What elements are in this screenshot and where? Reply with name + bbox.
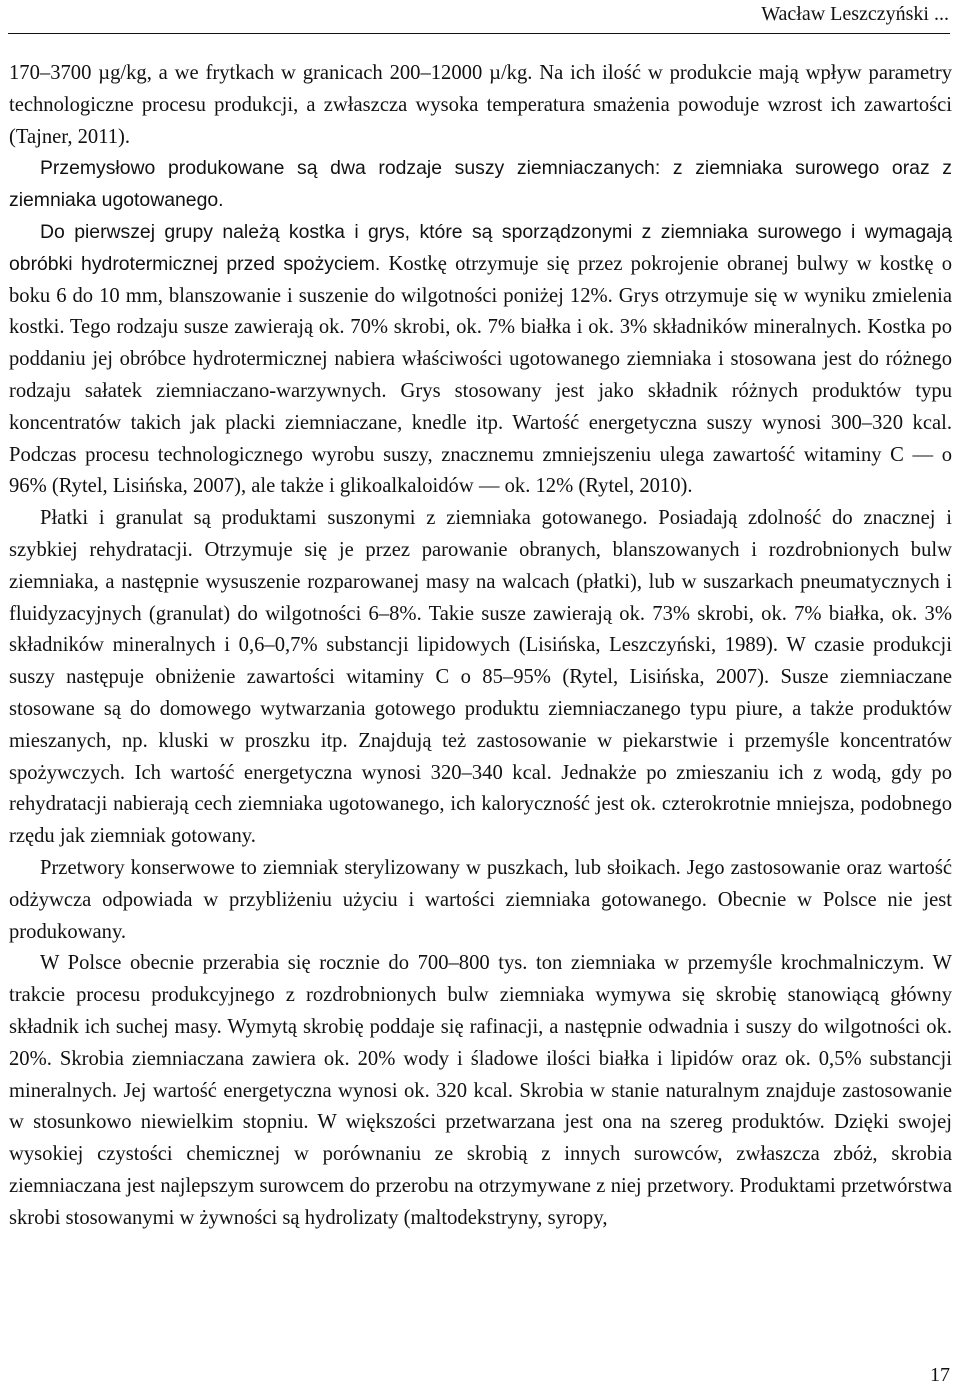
running-header: Wacław Leszczyński ... — [761, 3, 949, 25]
paragraph-2: Przemysłowo produkowane są dwa rodzaje suszy ziemniaczanych: z ziemniaka surowego oraz z ziemniaka ugotowanego. — [9, 157, 952, 212]
header-rule — [8, 33, 950, 34]
paragraph-3-rest: Kostkę otrzymuje się przez pokrojenie obranej bulwy w kostkę o boku 6 do 10 mm, blanszowanie i suszenie do wilgotności poniżej 12%. Grys otrzymuje się w wyniku zmielenia kostki. Tego rodzaju susze zawierają ok. 70% skrobi, ok. 7% białka i ok. 3% składników mineralnych. Kostka po poddaniu jej obróbce hydrotermicznej nabiera właściwości ugotowanego ziemniaka i stosowana jest do różnego rodzaju sałatek ziemniaczano-warzywnych. Grys stosowany jest jako składnik różnych produktów typu koncentratów takich jak placki ziemniaczane, knedle itp. Wartość energetyczna suszy wynosi 300–320 kcal. Podczas procesu technologicznego wyrobu suszy, znacznemu zmniejszeniu ulega zawartość witaminy C — o 96% (Rytel, Lisińska, 2007), ale także i glikoalkaloidów — ok. 12% (Rytel, 2010). — [9, 252, 952, 498]
paragraph-6: W Polsce obecnie przerabia się rocznie do 700–800 tys. ton ziemniaka w przemyśle krochmalniczym. W trakcie procesu produkcyjnego z rozdrobnionych bulw ziemniaka wymywa się skrobię stanowiącą główny składnik ich suchej masy. Wymytą skrobię poddaje się rafinacji, a następnie odwadnia i suszy do wilgotności ok. 20%. Skrobia ziemniaczana zawiera ok. 20% wody i śladowe ilości białka i lipidów oraz ok. 0,5% substancji mineralnych. Jej wartość energetyczna wynosi ok. 320 kcal. Skrobia w stanie naturalnym znajduje zastosowanie w stosunkowo niewielkim stopniu. W większości przetwarzana jest ona na szereg produktów. Dzięki swojej wysokiej czystości chemicznej w porównaniu ze skrobią z innych surowców, zwłaszcza zbóż, skrobia ziemniaczana jest najlepszym surowcem do przerobu na otrzymywane z niej przetwory. Produktami przetwórstwa skrobi stosowanymi w żywności są hydrolizaty (maltodekstryny, syropy, — [9, 952, 952, 1229]
paragraph-3 — [9, 217, 952, 503]
paragraph-3-lead: Do pierwszej grupy należą kostka i grys, które są sporządzonymi z ziemniaka surowego i wymagają obróbki hydrotermicznej przed spożyciem. — [9, 220, 952, 275]
paragraph-5: Przetwory konserwowe to ziemniak sterylizowany w puszkach, lub słoikach. Jego zastosowanie oraz wartość odżywcza odpowiada w przybliżeniu użyciu i wartości ziemniaka gotowanego. Obecnie w Polsce nie jest produkowany. — [9, 856, 952, 943]
paragraph-4: Płatki i granulat są produktami suszonymi z ziemniaka gotowanego. Posiadają zdolność do znacznej i szybkiej rehydratacji. Otrzymuje się je przez parowanie obranych, blanszowanych i rozdrobnionych bulw ziemniaka, a następnie wysuszenie rozparowanej masy na walcach (płatki), lub w suszarkach pneumatycznych i fluidyzacyjnych (granulat) do wilgotności 6–8%. Takie susze zawierają ok. 73% skrobi, ok. 7% białka, ok. 3% składników mineralnych i 0,6–0,7% substancji lipidowych (Lisińska, Leszczyński, 1989). W czasie produkcji suszy następuje obniżenie zawartości witaminy C o 85–95% (Rytel, Lisińska, 2007). Susze ziemniaczane stosowane są do domowego wytwarzania gotowego produktu ziemniaczanego typu piure, a także produktów mieszanych, np. kluski w proszku itp. Znajdują też zastosowanie w piekarstwie i przemyśle koncentratów spożywczych. Ich wartość energetyczna wynosi 320–340 kcal. Jednakże po zmieszaniu ich z wodą, gdy po rehydratacji nabierają cech ziemniaka ugotowanego, ich kaloryczność jest ok. czterokrotnie mniejsza, podobnego rzędu jak ziemniak gotowany. — [9, 507, 952, 848]
page-body — [9, 58, 952, 1234]
page-number: 17 — [930, 1364, 950, 1386]
paragraph-1: 170–3700 µg/kg, a we frytkach w granicach 200–12000 µ/kg. Na ich ilość w produkcie mają wpływ parametry technologiczne procesu produkcji, a zwłaszcza wysoka temperatura smażenia powoduje wzrost ich zawartości (Tajner, 2011). — [9, 62, 952, 148]
